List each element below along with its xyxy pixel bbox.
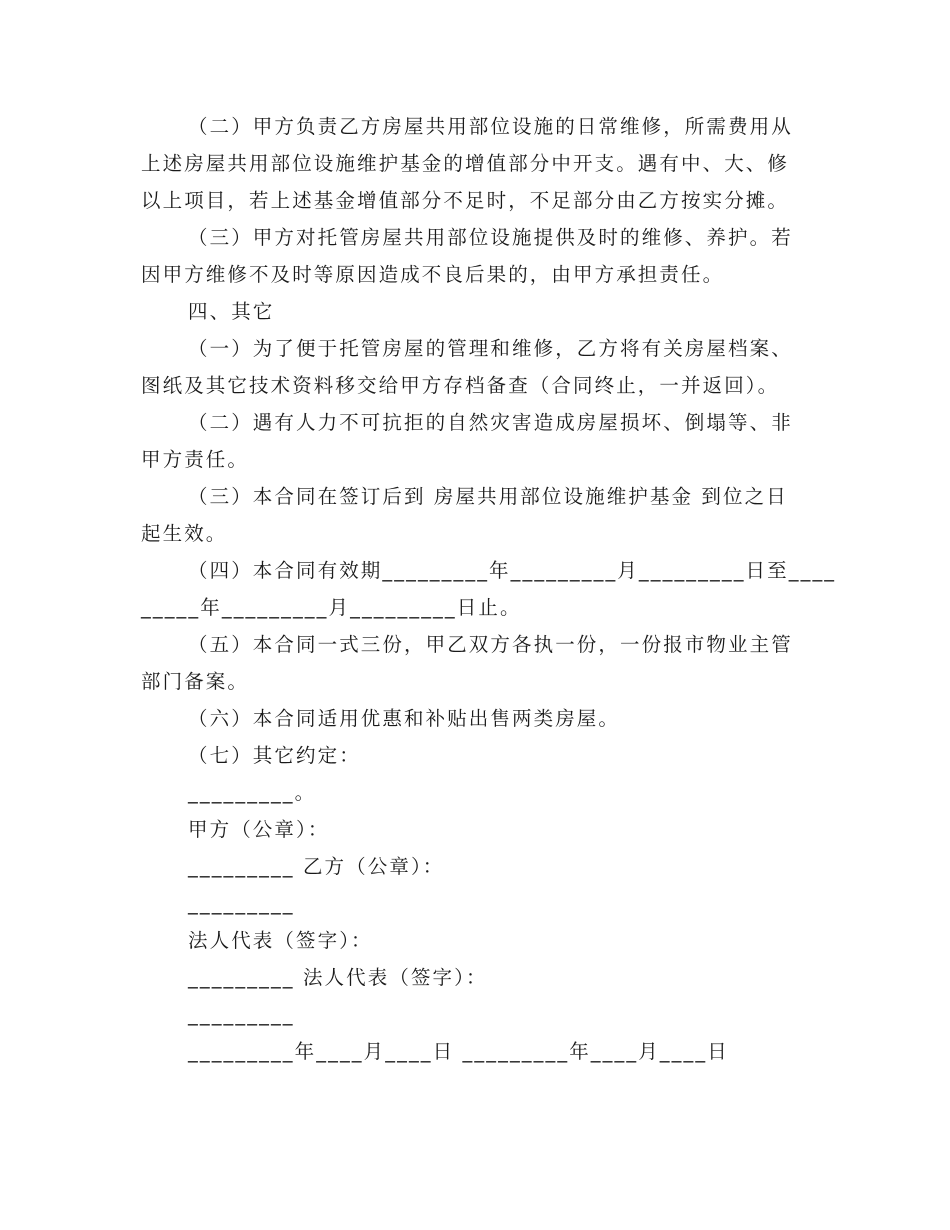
clause-4-3-line-2: 起生效。 bbox=[141, 522, 228, 545]
signing-date-line: _________年____月____日 _________年____月____日 bbox=[188, 1040, 729, 1063]
clause-3-3-line-1: （三）甲方对托管房屋共用部位设施提供及时的维修、养护。若 bbox=[188, 226, 793, 249]
section-4-heading: 四、其它 bbox=[188, 300, 275, 323]
clause-4-7: （七）其它约定： bbox=[188, 744, 361, 767]
legal-rep-a-label: 法人代表（签字）： bbox=[188, 929, 373, 952]
party-b-seal-line: _________ 乙方（公章）： bbox=[188, 855, 445, 878]
signature-blank-1: _________ bbox=[188, 892, 295, 915]
clause-4-4-line-1: （四）本合同有效期_________年_________月_________日至____ bbox=[188, 559, 837, 582]
clause-4-2-line-2: 甲方责任。 bbox=[141, 448, 250, 471]
clause-3-2-line-2: 上述房屋共用部位设施维护基金的增值部分中开支。遇有中、大、修 bbox=[141, 152, 790, 175]
legal-rep-b-line: _________ 法人代表（签字）： bbox=[188, 966, 488, 989]
clause-4-2-line-1: （二）遇有人力不可抗拒的自然灾害造成房屋损坏、倒塌等、非 bbox=[188, 411, 793, 434]
clause-4-3-line-1: （三）本合同在签订后到 房屋共用部位设施维护基金 到位之日 bbox=[188, 485, 788, 508]
clause-4-6: （六）本合同适用优惠和补贴出售两类房屋。 bbox=[188, 707, 621, 730]
clause-4-1-line-2: 图纸及其它技术资料移交给甲方存档备查（合同终止，一并返回）。 bbox=[141, 374, 780, 397]
clause-3-2-line-1: （二）甲方负责乙方房屋共用部位设施的日常维修，所需费用从 bbox=[188, 115, 793, 138]
clause-3-2-line-3: 以上项目，若上述基金增值部分不足时，不足部分由乙方按实分摊。 bbox=[141, 189, 790, 212]
clause-4-1-line-1: （一）为了便于托管房屋的管理和维修，乙方将有关房屋档案、 bbox=[188, 337, 793, 360]
other-terms-blank: _________。 bbox=[188, 781, 317, 804]
clause-4-5-line-2: 部门备案。 bbox=[141, 670, 250, 693]
party-a-seal-label: 甲方（公章）： bbox=[188, 818, 330, 841]
clause-4-5-line-1: （五）本合同一式三份，甲乙双方各执一份，一份报市物业主管 bbox=[188, 633, 793, 656]
clause-3-3-line-2: 因甲方维修不及时等原因造成不良后果的，由甲方承担责任。 bbox=[141, 263, 725, 286]
clause-4-4-line-2: _____年_________月_________日止。 bbox=[141, 596, 522, 619]
signature-blank-2: _________ bbox=[188, 1003, 295, 1026]
